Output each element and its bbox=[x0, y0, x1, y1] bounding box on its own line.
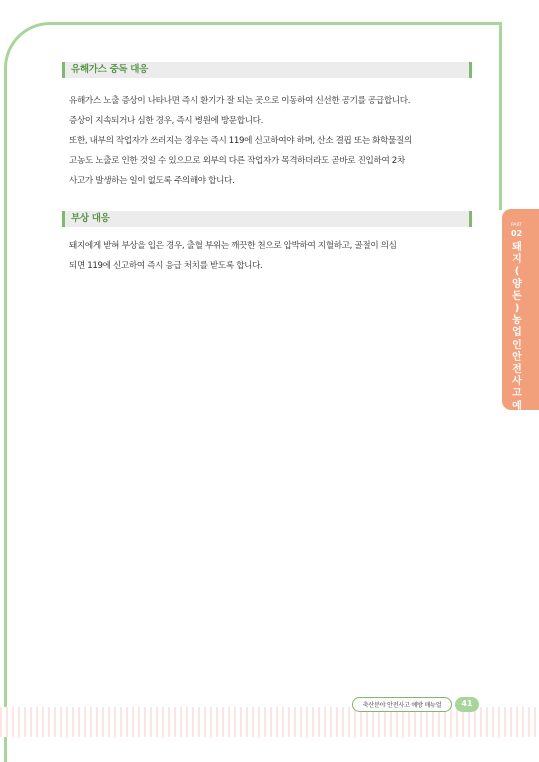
body-line: 사고가 발생하는 일이 없도록 주의해야 합니다. bbox=[69, 176, 235, 186]
section-marker-end bbox=[469, 62, 472, 78]
section-body-injury bbox=[69, 236, 469, 276]
section-marker-end bbox=[469, 211, 472, 227]
section-title: 부상 대응 bbox=[71, 213, 110, 224]
section-header-gas bbox=[62, 62, 472, 78]
chapter-side-tab[interactable] bbox=[502, 209, 539, 424]
section-header-injury bbox=[62, 211, 472, 227]
body-line: 돼지에게 받혀 부상을 입은 경우, 출혈 부위는 깨끗한 천으로 압박하여 지혈하고, 골절이 의심 bbox=[69, 241, 397, 251]
body-line: 증상이 지속되거나 심한 경우, 즉시 병원에 방문합니다. bbox=[69, 116, 263, 126]
page-number-badge bbox=[455, 697, 479, 712]
section-body-gas bbox=[69, 91, 469, 191]
page-border-right bbox=[499, 22, 502, 210]
book-title-text: 축산분야 안전사고 예방 매뉴얼 bbox=[362, 702, 442, 709]
part-label: PART bbox=[511, 223, 523, 228]
section-marker bbox=[62, 211, 65, 227]
body-line: 유해가스 노출 증상이 나타나면 즉시 환기가 잘 되는 곳으로 이동하여 신선한 공기를 공급합니다. bbox=[69, 96, 411, 106]
body-line: 또한, 내부의 작업자가 쓰러지는 경우는 즉시 119에 신고하여야 하며, 산소 결핍 또는 화학물질의 bbox=[69, 136, 412, 146]
page-number: 41 bbox=[461, 699, 473, 708]
body-line: 되면 119에 신고하여 즉시 응급 처치를 받도록 합니다. bbox=[69, 261, 263, 271]
chapter-title-vertical: 돼 지 ( 양 돈 ) 농 업 인 안 전 사 고 예 방 bbox=[512, 242, 522, 424]
section-title: 유해가스 중독 대응 bbox=[71, 64, 149, 75]
section-marker bbox=[62, 62, 65, 78]
part-number: 02 bbox=[511, 229, 523, 238]
bottom-stripe-pattern bbox=[0, 707, 539, 737]
footer-book-title bbox=[352, 697, 452, 712]
body-line: 고농도 노출로 인한 것일 수 있으므로 외부의 다른 작업자가 목격하더라도 곧바로 진입하여 2차 bbox=[69, 156, 405, 166]
